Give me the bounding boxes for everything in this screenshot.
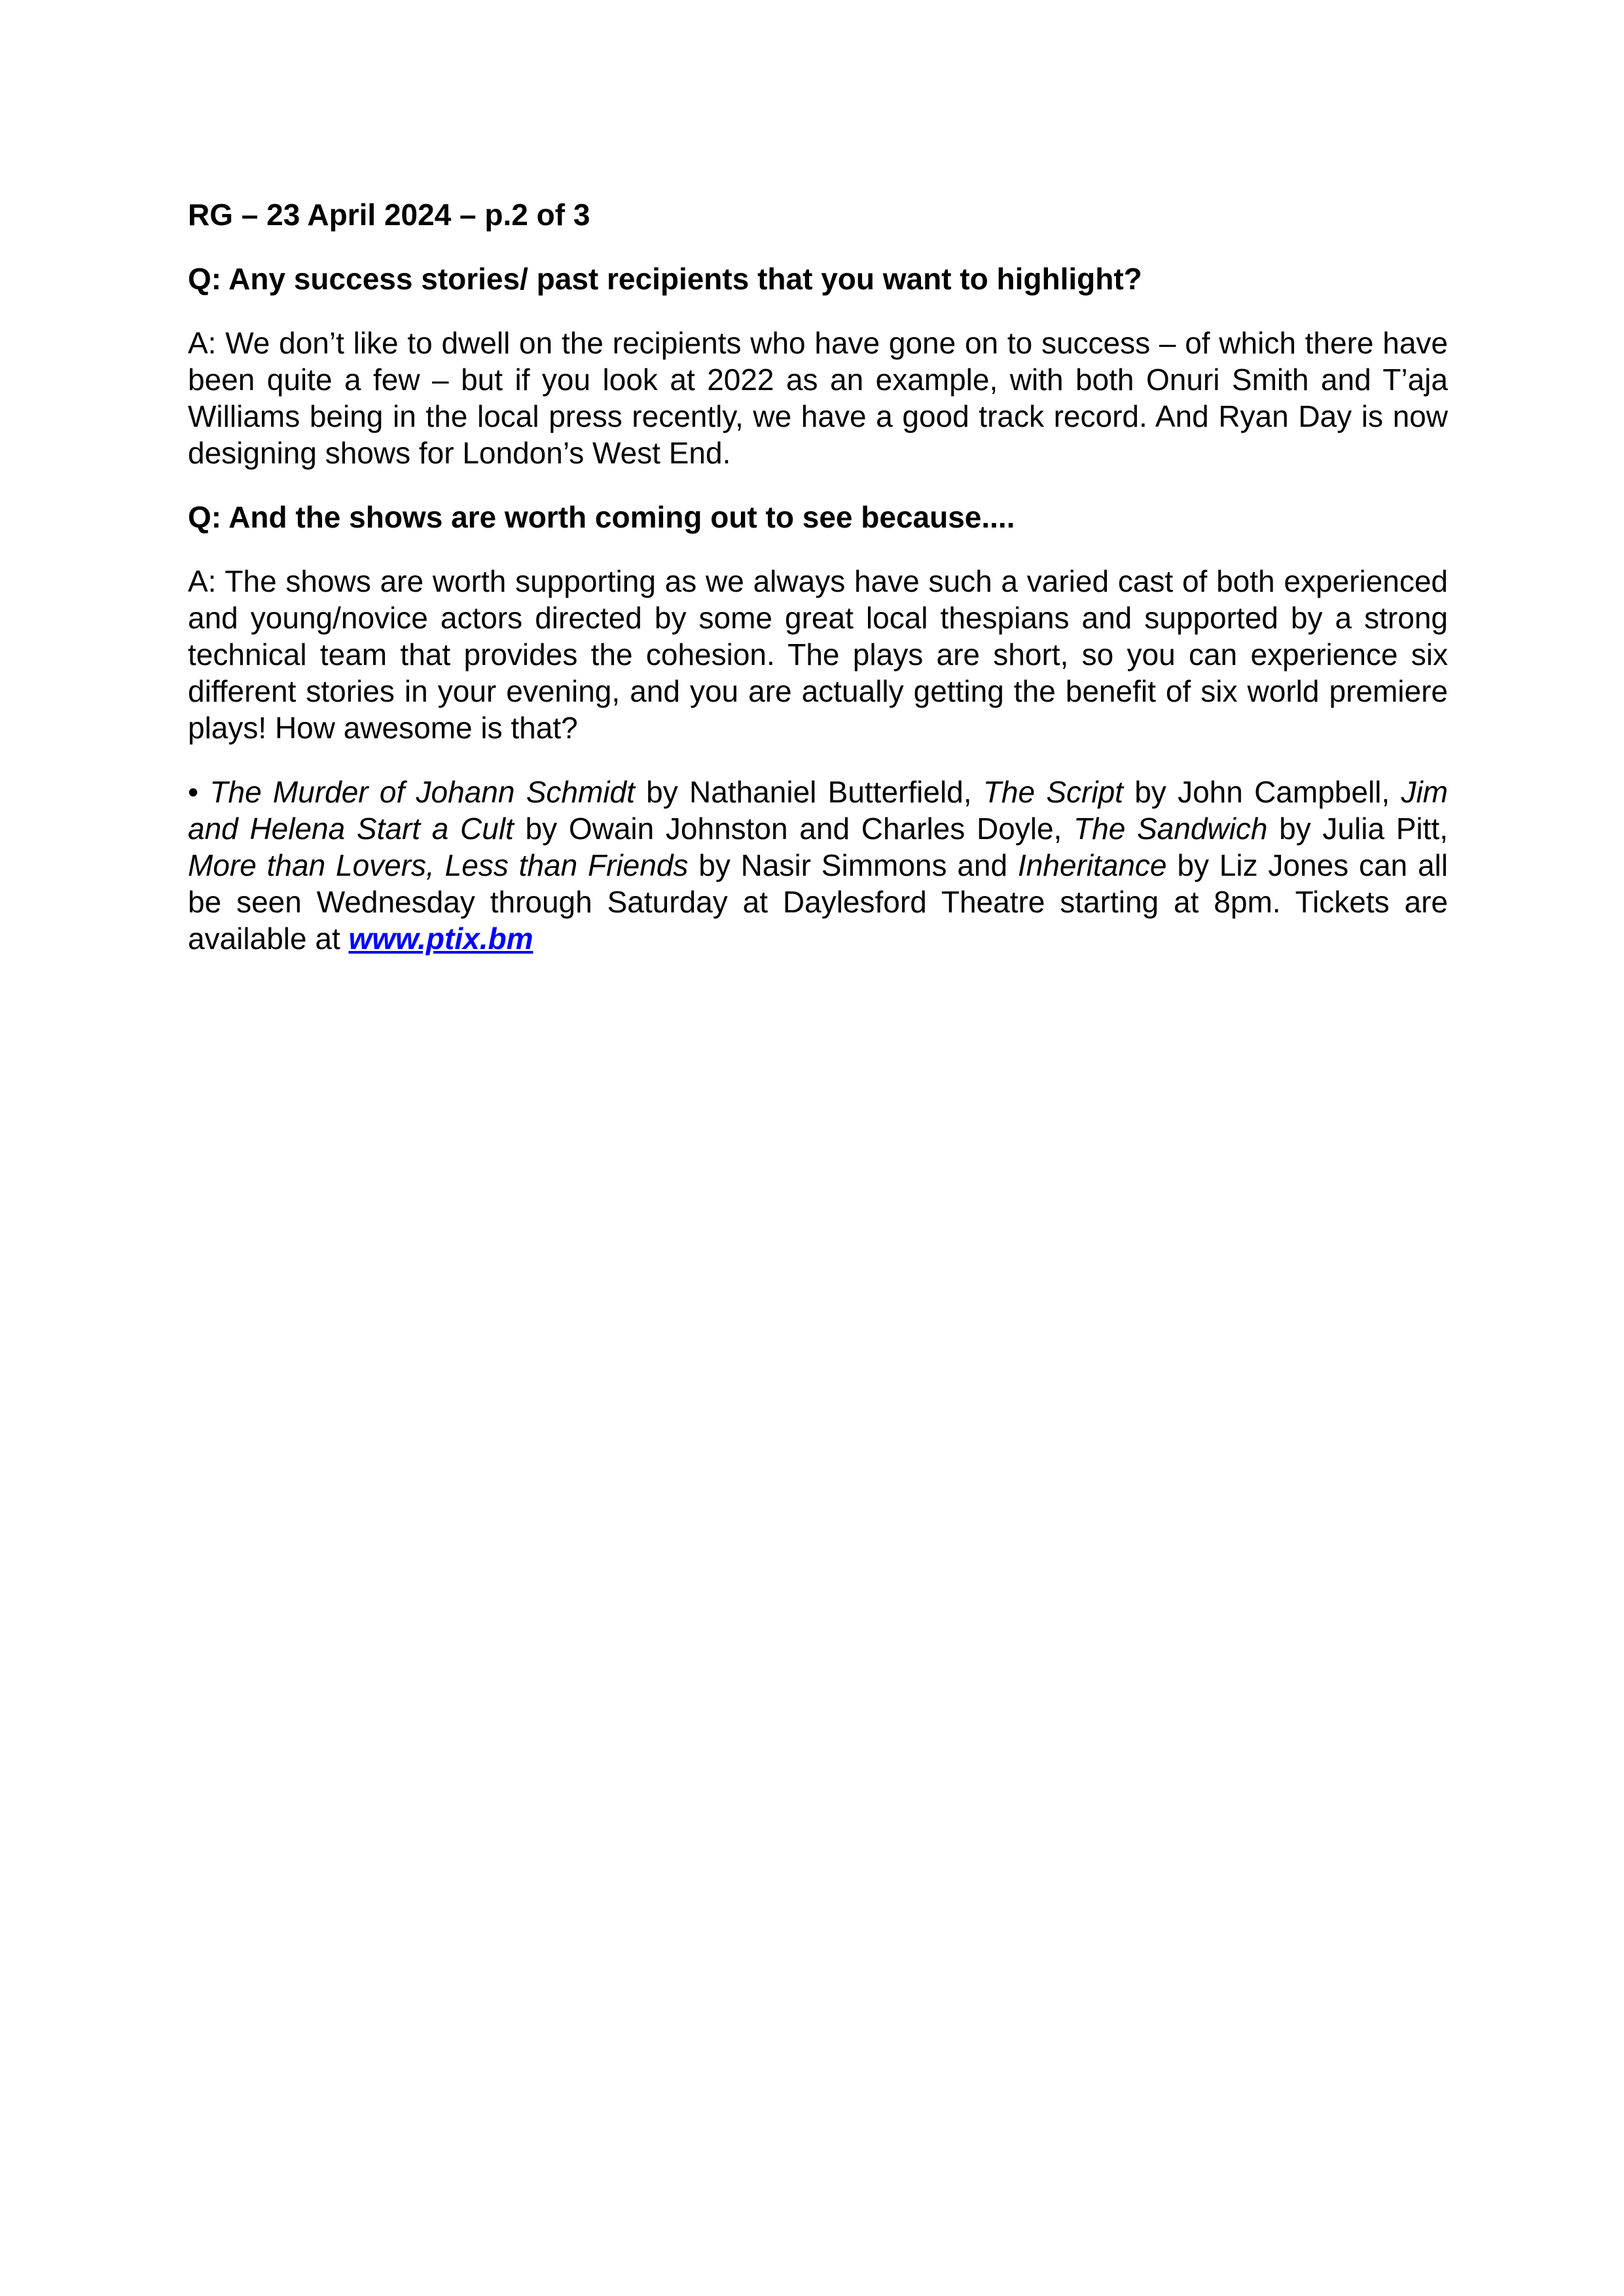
answer-2 — [188, 563, 1456, 746]
shows-listing — [188, 774, 1456, 957]
text-run: • — [188, 775, 210, 809]
text-run: The Murder of Johann Schmidt — [209, 775, 635, 809]
question-2 — [188, 499, 1448, 535]
text-run: Inheritance — [1017, 848, 1167, 882]
text-run: Q: And the shows are worth coming out to see because.... — [188, 500, 1015, 534]
answer-1 — [188, 325, 1456, 471]
text-run: The Sandwich — [1074, 812, 1268, 846]
text-run: Jim and Helena Start a Cult — [188, 775, 1456, 846]
text-run: RG – 23 April 2024 – p.2 of 3 — [188, 198, 590, 232]
text-run: Q: Any success stories/ past recipients that you want to highlight? — [188, 262, 1142, 296]
question-1 — [188, 260, 1448, 297]
text-run: by Julia Pitt, — [1267, 812, 1456, 846]
text-run: More than Lovers, Less than Friends — [188, 848, 689, 882]
text-run: A: We don’t like to dwell on the recipients who have gone on to success – of which there have been quite a few – but if you look at 2022 as an example, with both Onuri Smith and T’aja Williams being in the local press recently, we have a good track record. And Ryan Day is now designing shows for London’s West End. — [188, 326, 1456, 470]
text-run: by Nasir Simmons and — [688, 848, 1018, 882]
text-run: The Script — [983, 775, 1123, 809]
text-run: by Owain Johnston and Charles Doyle, — [513, 812, 1074, 846]
text-run: by John Campbell, — [1123, 775, 1401, 809]
document-content — [188, 196, 1456, 984]
text-run: A: The shows are worth supporting as we always have such a varied cast of both experienced and young/novice actors directed by some great local thespians and supported by a strong technical team that provides the cohesion. The plays are short, so you can experience six different stories in your evening, and you are actually getting the benefit of six world premiere plays! How awesome is that? — [188, 564, 1456, 745]
text-run: by Liz Jones can all be seen Wednesday through Saturday at Daylesford Theatre starting at 8pm. Tickets are available at — [188, 848, 1456, 956]
text-run: by Nathaniel Butterfield, — [634, 775, 983, 809]
ptix-link[interactable]: www.ptix.bm — [348, 922, 533, 956]
page-header — [188, 196, 1448, 233]
